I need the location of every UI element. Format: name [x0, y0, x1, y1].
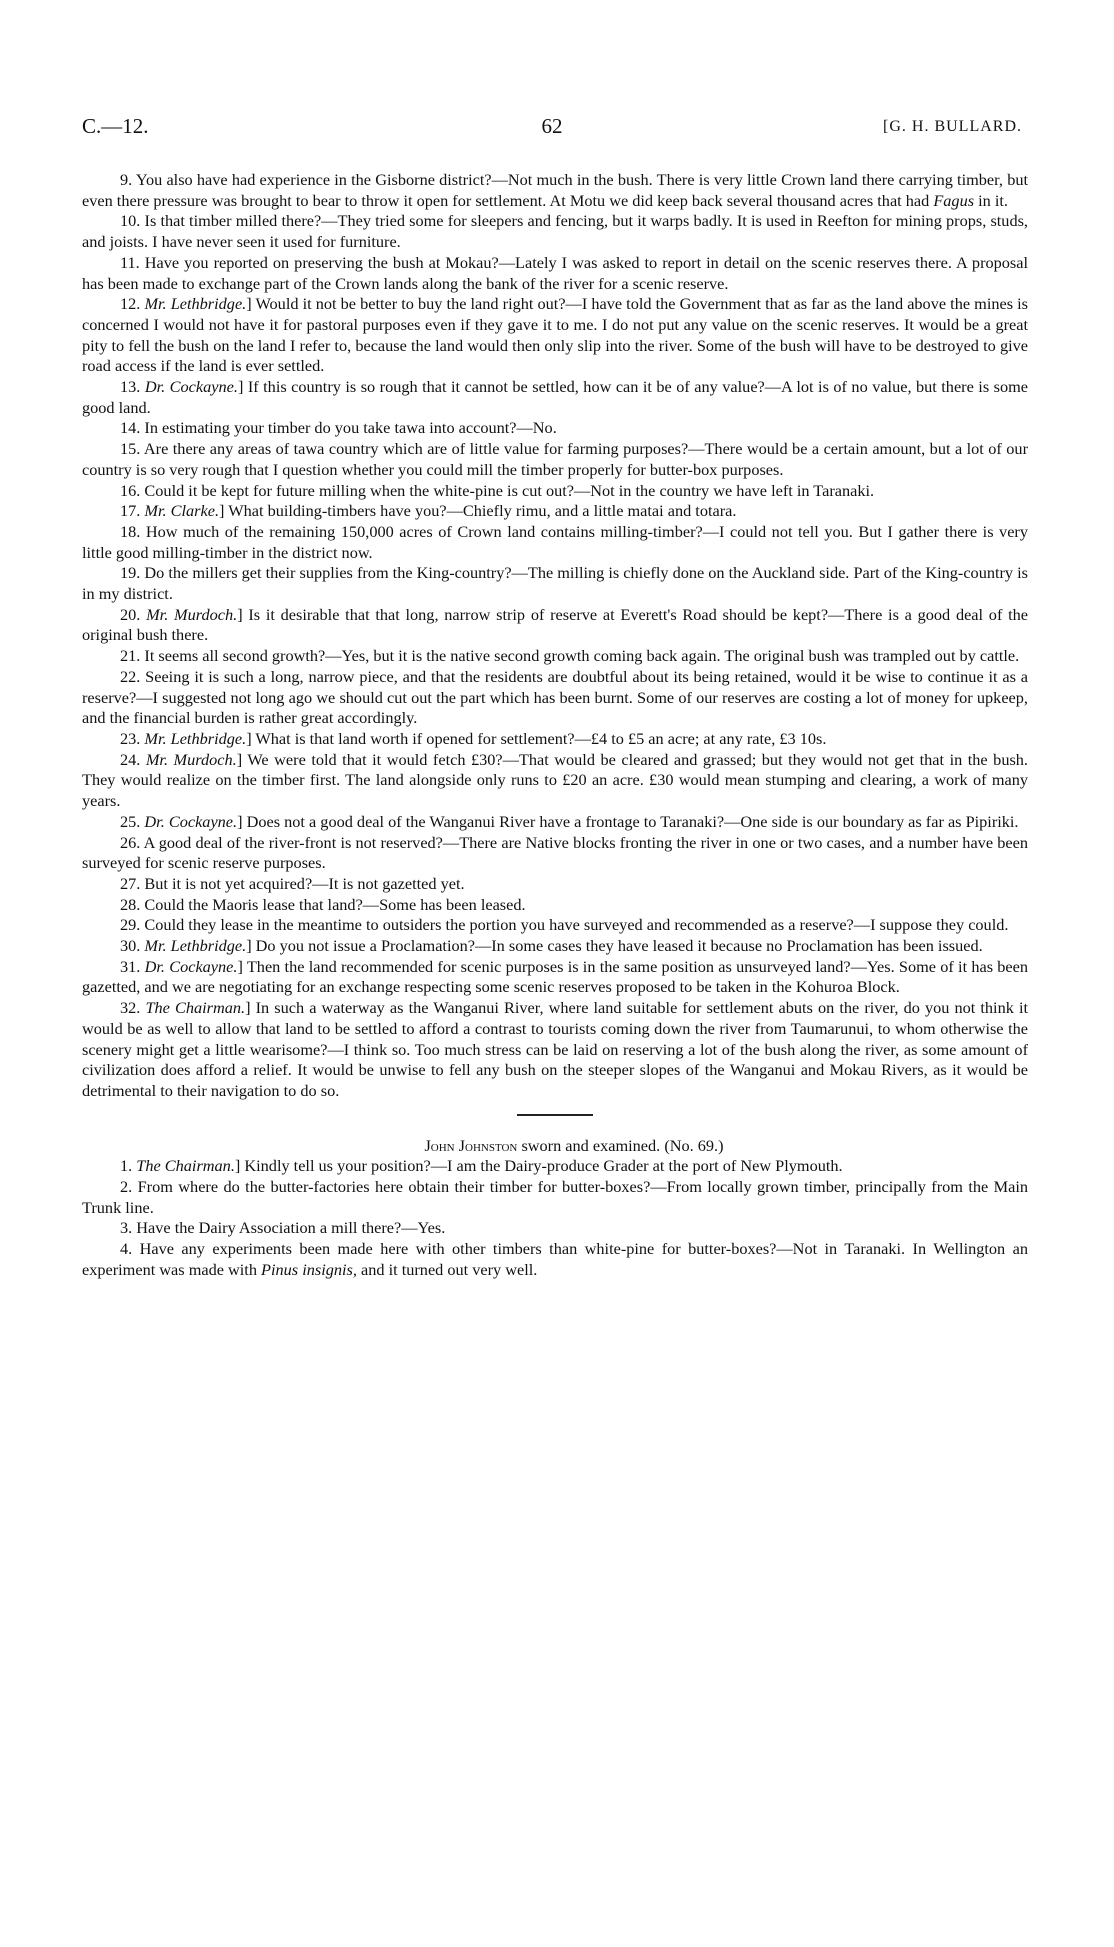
testimony-paragraph — [82, 874, 1028, 895]
testimony-paragraph — [82, 1239, 1028, 1280]
speaker-name: Mr. Lethbridge. — [144, 936, 247, 956]
paragraph-text: 21. It seems all second growth?—Yes, but it is the native second growth coming back again. The original bush was trampled out by cattle. — [120, 646, 1020, 666]
testimony-paragraph — [82, 750, 1028, 812]
paragraph-text: 4. Have any experiments been made here with other timbers than white-pine for butter-boxes?—Not in Taranaki. In Wellington an experiment was made with — [82, 1239, 1028, 1279]
paragraph-text: in it. — [974, 190, 1008, 210]
witness-header: [G. H. BULLARD. — [883, 118, 1022, 135]
speaker-name: Mr. Lethbridge. — [144, 294, 247, 314]
paragraph-text: ] Kindly tell us your position?—I am the Dairy-produce Grader at the port of New Plymouth. — [234, 1156, 843, 1176]
speaker-name: Mr. Murdoch. — [145, 749, 237, 769]
paragraph-text: 9. You also have had experience in the Gisborne district?—Not much in the bush. There is very little Crown land there carrying timber, but even there pressure was brought to bear to throw it open for settlement. At Motu we did keep back several thousand acres that had — [82, 170, 1028, 210]
paragraph-text: 20. — [120, 604, 147, 624]
paragraph-text: 25. — [120, 811, 145, 831]
testimony-paragraph — [82, 1177, 1028, 1218]
testimony-paragraph — [82, 294, 1028, 377]
paragraph-text: ] Do you not issue a Proclamation?—In some cases they have leased it because no Proclamation has been issued. — [246, 936, 983, 956]
paragraph-text: 14. In estimating your timber do you take tawa into account?—No. — [120, 418, 557, 438]
speaker-name: Dr. Cockayne. — [144, 956, 238, 976]
speaker-name: Mr. Clarke. — [144, 501, 220, 521]
paragraph-text: 22. Seeing it is such a long, narrow piece, and that the residents are doubtful about its being retained, would it be wise to continue it as a reserve?—I suggested not long ago we should cut out the part which has been burnt. Some of our reserves are costing a lot of money for upkeep, and the financial burden is rather great accordingly. — [82, 666, 1028, 728]
speaker-name: Dr. Cockayne. — [144, 811, 238, 831]
paragraph-text: 13. — [120, 377, 145, 397]
testimony-paragraph — [82, 439, 1028, 480]
testimony-paragraph — [82, 936, 1028, 957]
testimony-paragraph — [82, 646, 1028, 667]
testimony-paragraph — [82, 605, 1028, 646]
paragraph-text: 2. From where do the butter-factories here obtain their timber for butter-boxes?—From locally grown timber, principally from the Main Trunk line. — [82, 1177, 1028, 1217]
paragraph-text: 27. But it is not yet acquired?—It is not gazetted yet. — [120, 873, 465, 893]
paragraph-text: and it turned out very well. — [356, 1259, 538, 1279]
paragraph-text: 24. — [120, 749, 146, 769]
testimony-section-johnston — [82, 1156, 1028, 1280]
testimony-paragraph — [82, 833, 1028, 874]
testimony-paragraph — [82, 418, 1028, 439]
speaker-name: The Chairman. — [136, 1156, 235, 1176]
paragraph-text: 10. Is that timber milled there?—They tried some for sleepers and fencing, but it warps badly. It is used in Reefton for mining props, studs, and joists. I have never seen it used for furniture. — [82, 211, 1028, 252]
paragraph-text: ] Is it desirable that that long, narrow strip of reserve at Everett's Road should be kept?—There is a good deal of the original bush there. — [82, 604, 1029, 645]
speaker-name: Dr. Cockayne. — [144, 377, 238, 397]
paragraph-text: 12. — [120, 294, 145, 314]
testimony-paragraph — [82, 957, 1028, 998]
paragraph-text: 29. Could they lease in the meantime to outsiders the portion you have surveyed and recommended as a reserve?—I suppose they could. — [120, 915, 1009, 935]
testimony-paragraph — [82, 481, 1028, 502]
testimony-paragraph — [82, 211, 1028, 252]
paragraph-text: 3. Have the Dairy Association a mill there?—Yes. — [120, 1218, 446, 1238]
paragraph-text: 1. — [120, 1156, 137, 1176]
paragraph-text: 30. — [120, 936, 145, 956]
witness-heading-rest: sworn and examined. (No. 69.) — [517, 1135, 724, 1155]
paragraph-text: ] In such a waterway as the Wanganui River, where land suitable for settlement abuts on the river, do you not think it would be as well to allow that land to be settled to afford a contrast to tourists coming down the river from Taumarunui, to whom otherwise the scenery might get a little wearisome?—I think so. Too much stress can be laid on reserving a lot of the bush along the river, as some amount of civilization does afford a relief. It would be unwise to fell any bush on the steeper slopes of the Wanganui and Mokau Rivers, as it would be detrimental to their navigation to do so. — [82, 998, 1028, 1100]
speaker-name: The Chairman. — [145, 998, 246, 1018]
testimony-paragraph — [82, 253, 1028, 294]
section-divider — [517, 1114, 593, 1116]
paragraph-text: ] What building-timbers have you?—Chiefly rimu, and a little matai and totara. — [219, 501, 737, 521]
testimony-paragraph — [82, 377, 1028, 418]
paragraph-text: 31. — [120, 956, 145, 976]
speaker-name: Mr. Murdoch. — [146, 604, 238, 624]
paragraph-text: 11. Have you reported on preserving the bush at Mokau?—Lately I was asked to report in detail on the scenic reserves there. A proposal has been made to exchange part of the Crown lands along the bank of the river for a scenic reserve. — [82, 252, 1028, 293]
testimony-paragraph — [82, 915, 1028, 936]
testimony-paragraph — [82, 170, 1028, 211]
speaker-name: Fagus — [933, 190, 975, 210]
paragraph-text: 16. Could it be kept for future milling when the white-pine is cut out?—Not in the country we have left in Taranaki. — [120, 480, 875, 500]
paragraph-text: 23. — [120, 728, 145, 748]
paragraph-text: ] What is that land worth if opened for settlement?—£4 to £5 an acre; at any rate, £3 10s. — [246, 728, 827, 748]
testimony-paragraph — [82, 729, 1028, 750]
paragraph-text: ] If this country is so rough that it cannot be settled, how can it be of any value?—A lot is of no value, but there is some good land. — [82, 377, 1029, 417]
paragraph-text: 26. A good deal of the river-front is not reserved?—There are Native blocks fronting the river in one or two cases, and a number have been surveyed for scenic reserve purposes. — [82, 832, 1028, 873]
testimony-paragraph — [82, 667, 1028, 729]
testimony-paragraph — [82, 998, 1028, 1102]
paragraph-text: 15. Are there any areas of tawa country which are of little value for farming purposes?—There would be a certain amount, but a lot of our country is so very rough that I question whether you could mill the timber properly for butter-box purposes. — [82, 439, 1028, 479]
testimony-paragraph — [82, 812, 1028, 833]
paragraph-text: ] Then the land recommended for scenic purposes is in the same position as unsurveyed land?—Yes. Some of it has been gazetted, and we are negotiating for an exchange respecting some scenic reserves proposed to be taken in the Kohuroa Block. — [82, 956, 1029, 997]
speaker-name: Pinus insignis, — [261, 1259, 357, 1279]
testimony-paragraph — [82, 563, 1028, 604]
page-body — [82, 170, 1028, 1281]
testimony-paragraph — [82, 1156, 1028, 1177]
speaker-name: Mr. Lethbridge. — [144, 728, 247, 748]
testimony-paragraph — [82, 895, 1028, 916]
testimony-paragraph — [82, 501, 1028, 522]
testimony-section-bullard — [82, 170, 1028, 1102]
witness-name: John Johnston — [424, 1135, 518, 1155]
witness-heading — [82, 1136, 1028, 1157]
testimony-paragraph — [82, 1218, 1028, 1239]
paragraph-text: 18. How much of the remaining 150,000 acres of Crown land contains milling-timber?—I could not tell you. But I gather there is very little good milling-timber in the district now. — [82, 521, 1028, 562]
paragraph-text: ] Does not a good deal of the Wanganui River have a frontage to Taranaki?—One side is our boundary as far as Pipiriki. — [237, 811, 1019, 831]
paragraph-text: ] We were told that it would fetch £30?—That would be cleared and grassed; but they would not get that in the bush. They would realize on the timber first. The land alongside only runs to £20 an acre. £30 would mean stumping and clearing, a work of many years. — [82, 749, 1029, 811]
page-number: 62 — [541, 114, 563, 138]
page-header — [82, 114, 1022, 142]
paragraph-text: ] Would it not be better to buy the land right out?—I have told the Government that as far as the land above the mines is concerned I would not have it for pastoral purposes even if they gave it to me. I do not put any value on the scenic reserves. It would be a great pity to fell the bush on the land I refer to, because the land would then only slip into the river. Some of the bush will have to be destroyed to give road access if the land is ever settled. — [82, 294, 1029, 376]
paragraph-text: 28. Could the Maoris lease that land?—Some has been leased. — [120, 894, 526, 914]
paragraph-text: 17. — [120, 501, 145, 521]
document-reference: C.—12. — [82, 114, 149, 138]
paragraph-text: 19. Do the millers get their supplies from the King-country?—The milling is chiefly done on the Auckland side. Part of the King-country is in my district. — [82, 563, 1028, 604]
testimony-paragraph — [82, 522, 1028, 563]
paragraph-text: 32. — [120, 998, 146, 1018]
